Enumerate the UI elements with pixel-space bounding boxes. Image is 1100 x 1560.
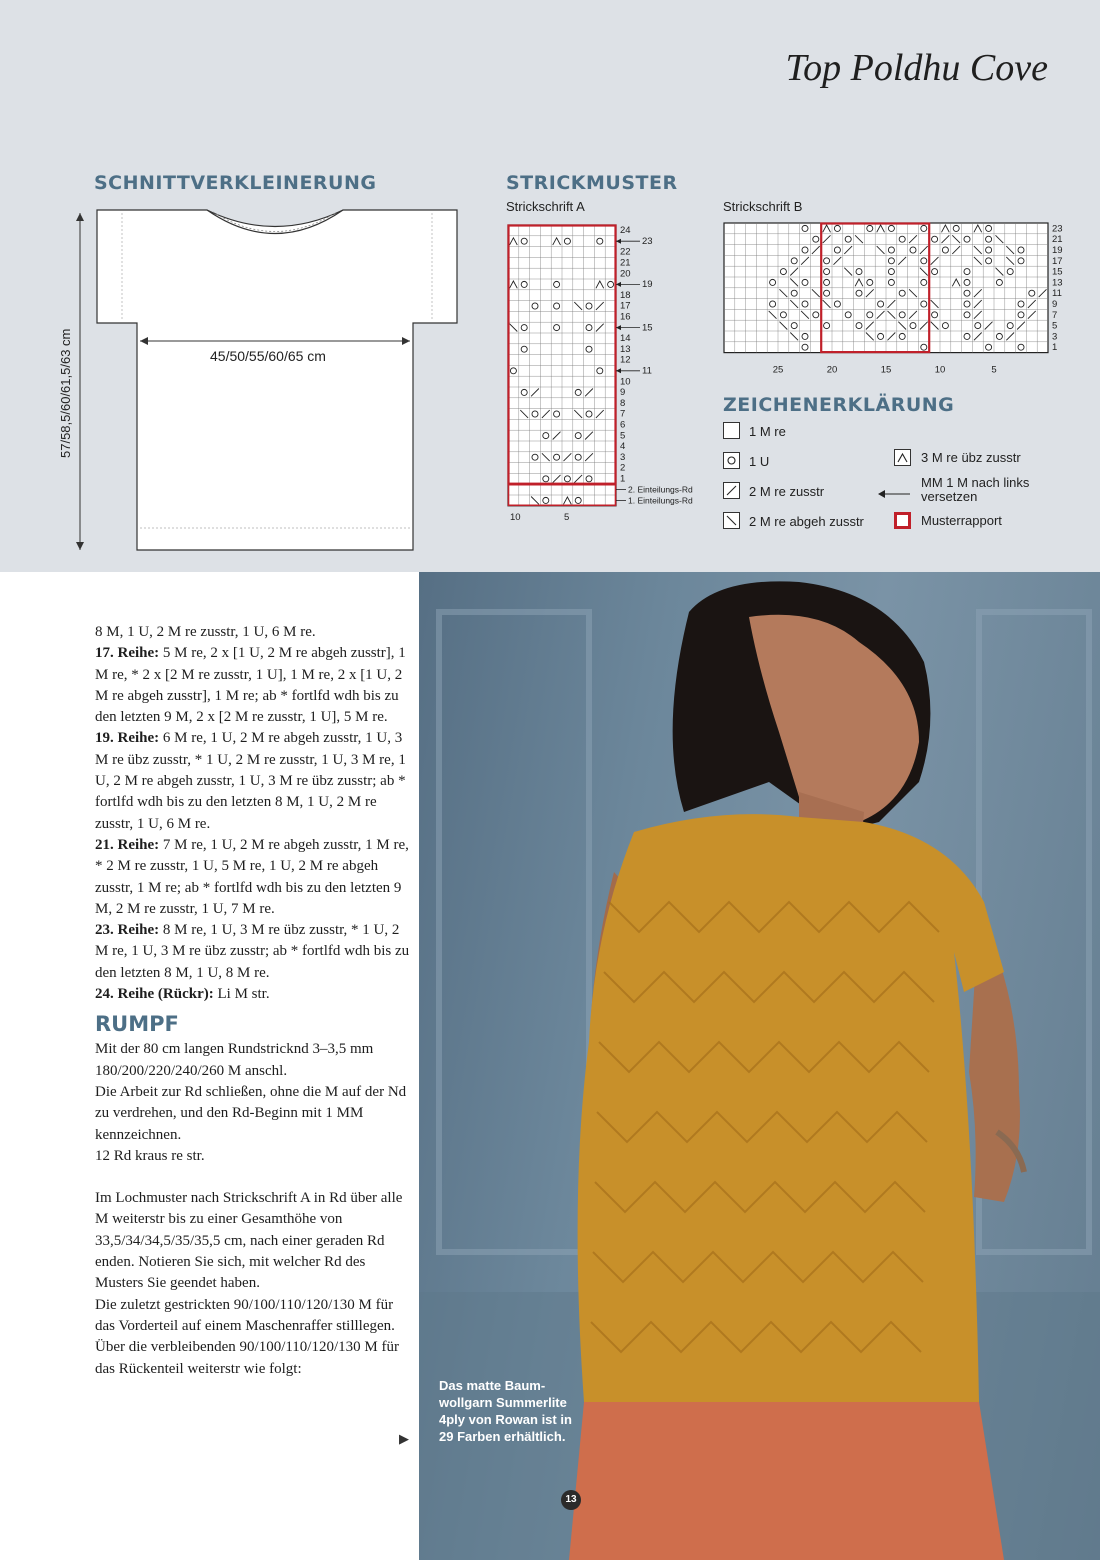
- chart-a-row-number: 22: [620, 246, 631, 258]
- row-23: 23. Reihe: 8 M re, 1 U, 3 M re übz zusstr, * 1 U, 2 M re, 1 U, 3 M re übz zusstr; ab * fortlfd wdh bis zu den letzten 8 M, 1 U, 8 M re.: [95, 922, 410, 981]
- row-arrowhead: [616, 282, 621, 287]
- yarnover-circle-icon: [723, 452, 740, 469]
- chart-b-row-number: 3: [1052, 331, 1058, 343]
- chart-a-row-number: 15: [642, 322, 653, 334]
- page-number: 13: [561, 1490, 581, 1510]
- chart-b-row-number: 7: [1052, 309, 1058, 321]
- chart-a-col-number: 5: [564, 511, 570, 523]
- chart-b-row-number: 5: [1052, 320, 1058, 332]
- chart-a-row-number: 13: [620, 343, 631, 355]
- instructions-text: [95, 622, 415, 1380]
- model-photo: [419, 572, 1100, 1560]
- einteilung-label: 1. Einteilungs-Rd: [628, 495, 693, 506]
- chart-a-row-number: 16: [620, 311, 631, 323]
- rumpf-paragraph-1: Mit der 80 cm langen Rundstricknd 3–3,5 mm 180/200/220/240/260 M anschl. Die Arbeit zur Rd schließen, ohne die M auf der Nd zu verdrehen, und den Rd-Beginn mit 1 MM kennzeichnen. 12 Rd kraus re str.: [95, 1041, 407, 1164]
- chart-a-row-number: 23: [642, 235, 653, 247]
- chart-b-row-number: 9: [1052, 299, 1058, 311]
- row-21: 21. Reihe: 7 M re, 1 U, 2 M re abgeh zusstr, 1 M re, * 2 M re zusstr, 1 U, 5 M re, 1 U, 2 M re abgeh zusstr, 1 M re; ab * fortlfd wdh bis zu den letzten 9 M, 2 M re zusstr, 1 U, 7 M re.: [95, 836, 409, 917]
- chart-a-row-number: 5: [620, 430, 626, 442]
- chart-b-col-number: 25: [772, 364, 784, 376]
- rumpf-paragraph-2: Im Lochmuster nach Strickschrift A in Rd über alle M weiterstr bis zu einer Gesamthöhe von 33,5/34/34,5/35/35,5 cm, nach einer geraden Rd enden. Notieren Sie sich, mit welcher Rd des Musters Sie geendet haben. Die zuletzt gestrickten 90/100/110/120/130 M für das Vorderteil auf einem Maschenraffer stilllegen. Über die verbleibenden 90/100/110/120/130 M für das Rückenteil weiterstr wie folgt:: [95, 1190, 403, 1377]
- chart-a-row-number: 21: [620, 257, 631, 269]
- chart-a-row-number: 20: [620, 268, 631, 280]
- legend-label: 1 U: [749, 454, 770, 469]
- chart-a-row-number: 7: [620, 408, 626, 420]
- chart-a-row-number: 3: [620, 451, 626, 463]
- chart-a-col-number: 10: [510, 511, 521, 523]
- row-arrowhead: [616, 325, 621, 330]
- chart-b-row-number: 13: [1052, 277, 1063, 289]
- chart-a-row-number: 12: [620, 354, 631, 366]
- chart-b-col-number: 20: [826, 364, 838, 376]
- legend-heading: ZEICHENERKLÄRUNG: [723, 394, 955, 416]
- legend-label: Musterrapport: [921, 513, 1002, 528]
- chart-a-row-number: 8: [620, 397, 626, 409]
- chart-b-row-number: 11: [1052, 288, 1062, 300]
- sweater-shape: [578, 814, 1004, 1402]
- chart-a-row-number: 6: [620, 419, 626, 431]
- chart-b-row-number: 23: [1052, 223, 1063, 235]
- chart-a-row-number: 19: [642, 279, 653, 291]
- legend-label: 3 M re übz zusstr: [921, 450, 1021, 465]
- chart-a-row-number: 9: [620, 387, 626, 399]
- chart-a-row-number: 24: [620, 225, 631, 237]
- legend-label: 2 M re abgeh zusstr: [749, 514, 864, 529]
- chart-b-row-number: 17: [1052, 255, 1063, 267]
- repeat-box-icon: [894, 512, 911, 529]
- garment-outline: [97, 210, 457, 550]
- paragraph: 8 M, 1 U, 2 M re zusstr, 1 U, 6 M re.: [95, 624, 316, 640]
- einteilung-label: 2. Einteilungs-Rd: [628, 484, 693, 495]
- chart-b-row-number: 19: [1052, 245, 1063, 257]
- chart-a-row-number: 2: [620, 462, 626, 474]
- legend-label: MM 1 M nach links versetzen: [921, 475, 1030, 504]
- slash-icon: [723, 482, 740, 499]
- legend-label: 2 M re zusstr: [749, 484, 825, 499]
- chart-a-row-number: 10: [620, 376, 631, 388]
- knit-icon: [723, 422, 740, 439]
- photo-caption: Das matte Baum- wollgarn Summerlite 4ply von Rowan ist in 29 Farben erhältlich.: [439, 1378, 572, 1444]
- strickmuster-heading: STRICKMUSTER: [506, 172, 678, 194]
- chart-a-row-number: 17: [620, 300, 631, 312]
- schnitt-heading: SCHNITTVERKLEINERUNG: [94, 172, 377, 194]
- chart-b-grid: [718, 215, 1068, 380]
- chart-b-label: Strickschrift B: [723, 199, 803, 214]
- chart-a-row-number: 1: [620, 473, 626, 485]
- chart-b-row-number: 21: [1052, 234, 1063, 246]
- legend-label: 1 M re: [749, 424, 786, 439]
- arrow-left-icon: [877, 487, 912, 499]
- chart-a-row-number: 4: [620, 441, 626, 453]
- height-label: 57/58,5/60/61,5/63 cm: [58, 328, 73, 458]
- continue-arrow-icon: ▶: [399, 1431, 409, 1446]
- row-19: 19. Reihe: 6 M re, 1 U, 2 M re abgeh zusstr, 1 U, 3 M re übz zusstr, * 1 U, 2 M re zusstr, 1 U, 3 M re, 1 U, 2 M re abgeh zusstr, 1 U, 3 M re übz zusstr; ab * fortlfd wdh bis zu den letzten 8 M, 1 U, 2 M re zusstr, 1 U, 6 M re.: [95, 730, 406, 832]
- chart-b-col-number: 5: [991, 364, 997, 376]
- chart-a-grid: [500, 215, 700, 523]
- backslash-icon: [723, 512, 740, 529]
- row-17: 17. Reihe: 5 M re, 2 x [1 U, 2 M re abgeh zusstr], 1 M re, * 2 x [2 M re zusstr, 1 U], 1 M re, 2 x [1 U, 2 M re abgeh zusstr], 1 M re; ab * fortlfd wdh bis zu den letzten 9 M, 2 x [2 M re zusstr, 1 U], 5 M re.: [95, 645, 406, 726]
- rumpf-heading: RUMPF: [95, 1012, 179, 1037]
- diagram-panel: [0, 0, 1100, 572]
- chart-a-row-number: 14: [620, 333, 631, 345]
- chart-a-label: Strickschrift A: [506, 199, 585, 214]
- chart-a-row-number: 18: [620, 289, 631, 301]
- chart-b-col-number: 15: [880, 364, 892, 376]
- chart-b-col-number: 10: [934, 364, 946, 376]
- chart-b-row-number: 1: [1052, 342, 1058, 354]
- caret-icon: [894, 449, 911, 466]
- row-arrowhead: [616, 239, 621, 244]
- row-24: 24. Reihe (Rückr): Li M str.: [95, 986, 270, 1003]
- page-title: Top Poldhu Cove: [785, 47, 1048, 89]
- row-arrowhead: [616, 368, 621, 373]
- chart-a-row-number: 11: [642, 365, 652, 377]
- chart-b-row-number: 15: [1052, 266, 1063, 278]
- width-label: 45/50/55/60/65 cm: [210, 348, 326, 364]
